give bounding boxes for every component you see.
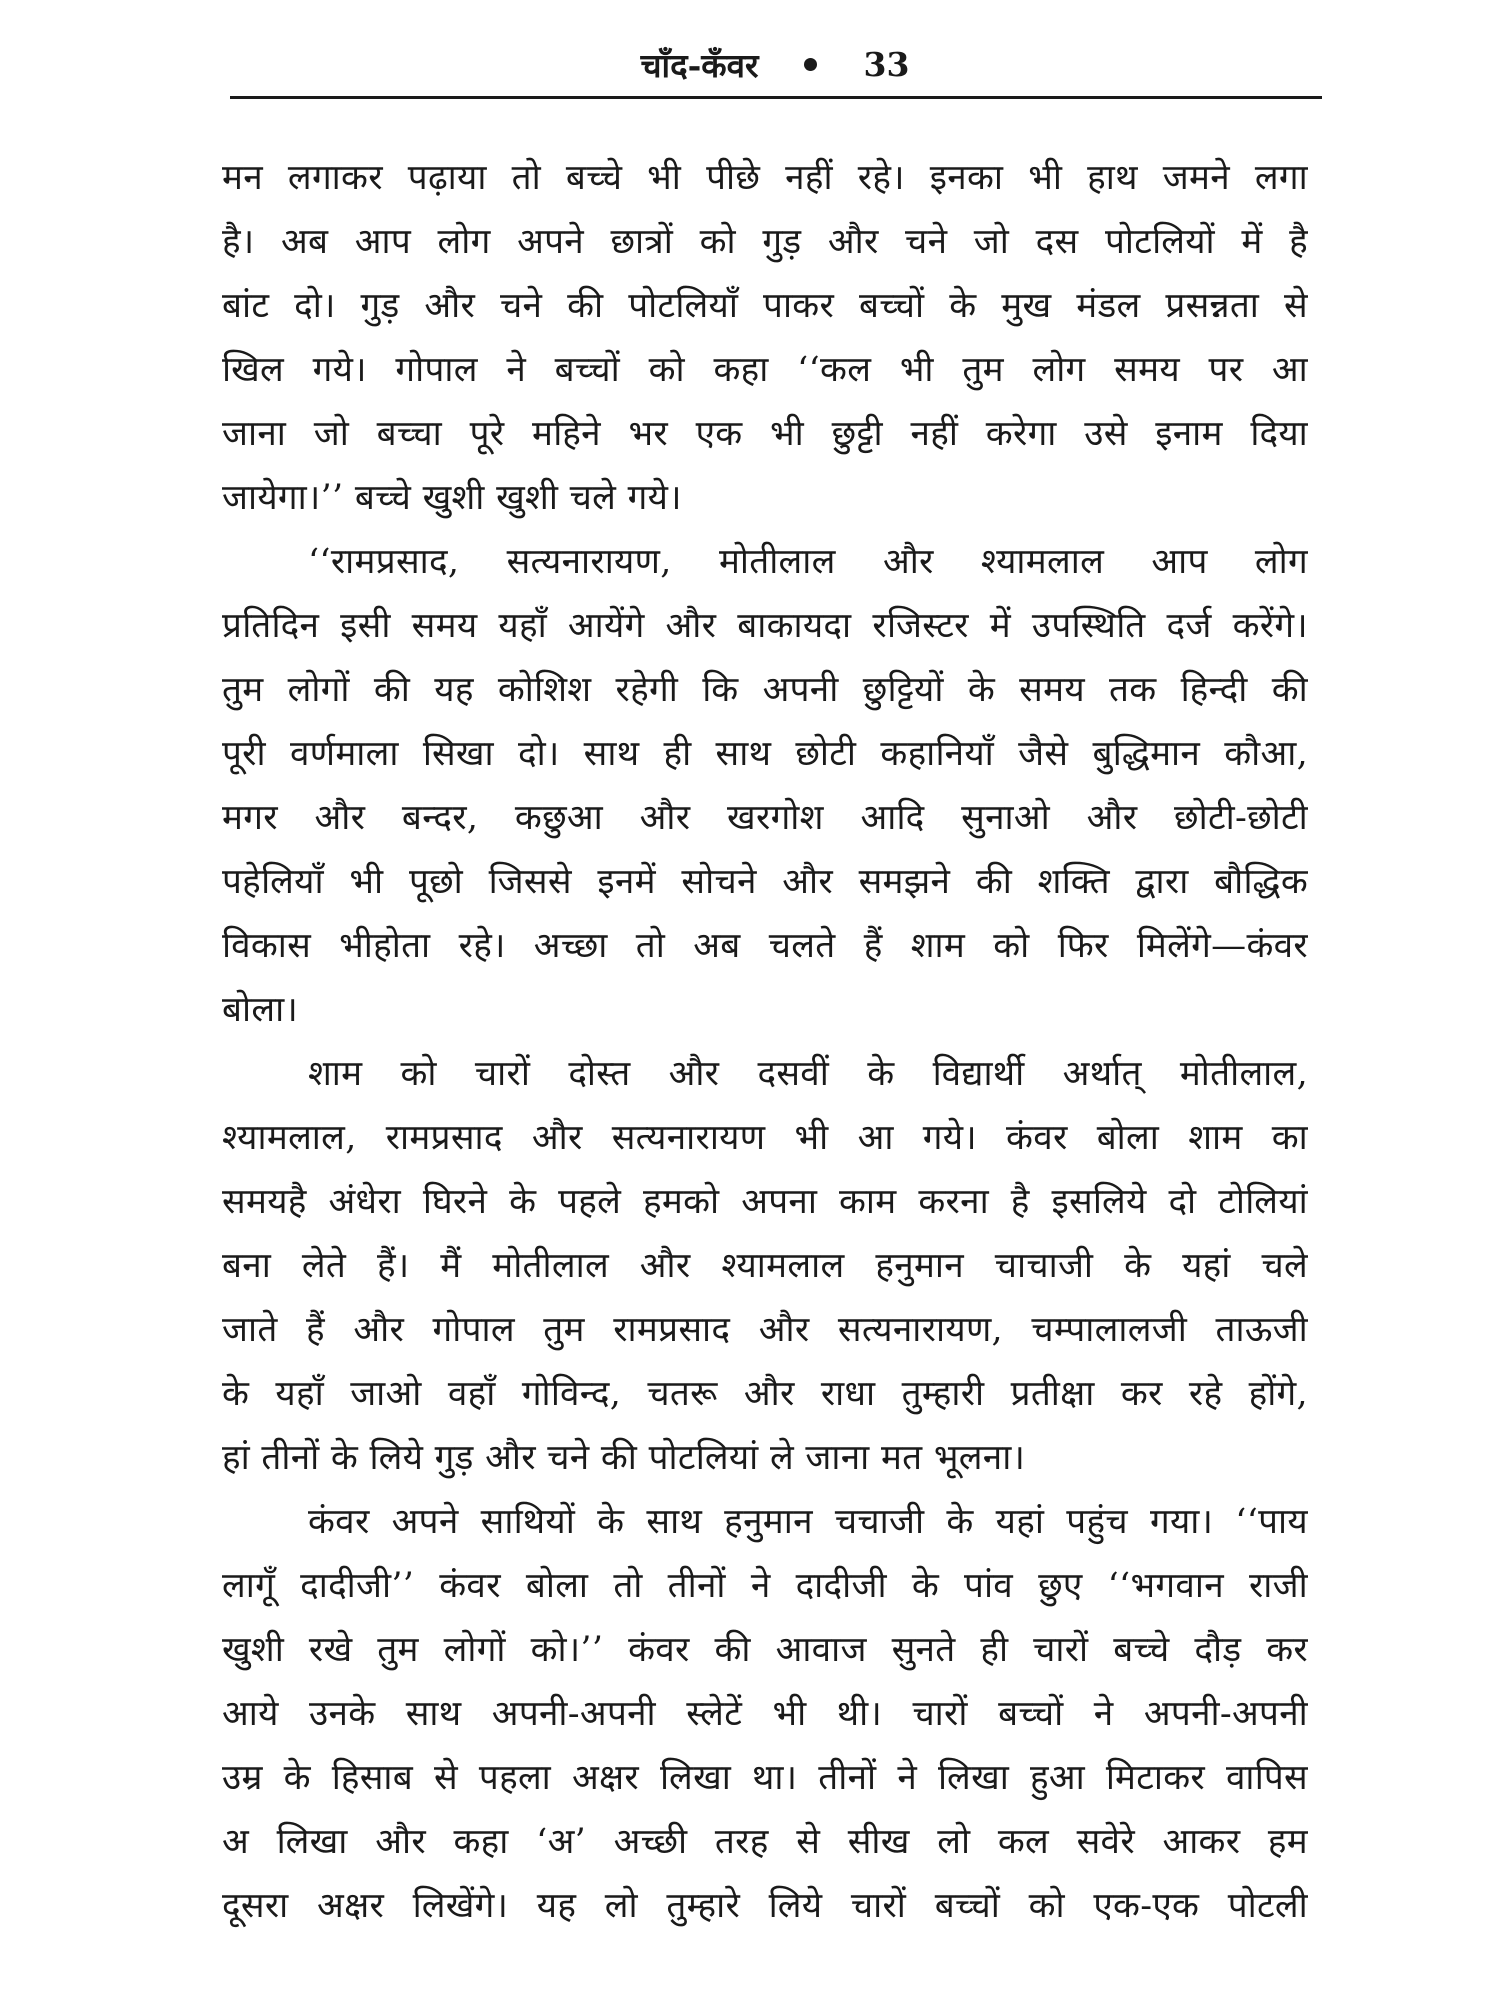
text-line: पूरी वर्णमाला सिखा दो। साथ ही साथ छोटी कहानियाँ जैसे बुद्धिमान कौआ,: [222, 734, 1308, 774]
text-line: पहेलियाँ भी पूछो जिससे इनमें सोचने और समझने की शक्ति द्वारा बौद्धिक: [222, 862, 1308, 902]
text-line: शाम को चारों दोस्त और दसवीं के विद्यार्थी अर्थात् मोतीलाल,: [308, 1054, 1308, 1094]
text-line: आये उनके साथ अपनी-अपनी स्लेटें भी थी। चारों बच्चों ने अपनी-अपनी: [222, 1694, 1308, 1734]
text-line: के यहाँ जाओ वहाँ गोविन्द, चतरू और राधा तुम्हारी प्रतीक्षा कर रहे होंगे,: [222, 1374, 1308, 1414]
text-line: ‘‘रामप्रसाद, सत्यनारायण, मोतीलाल और श्यामलाल आप लोग: [308, 542, 1308, 582]
text-line: जाना जो बच्चा पूरे महिने भर एक भी छुट्टी नहीं करेगा उसे इनाम दिया: [222, 414, 1308, 454]
text-line: कंवर अपने साथियों के साथ हनुमान चचाजी के यहां पहुंच गया। ‘‘पाय: [308, 1502, 1308, 1542]
text-line: खुशी रखे तुम लोगों को।’’ कंवर की आवाज सुनते ही चारों बच्चे दौड़ कर: [222, 1630, 1308, 1670]
text-line: प्रतिदिन इसी समय यहाँ आयेंगे और बाकायदा रजिस्टर में उपस्थिति दर्ज करेंगे।: [222, 606, 1308, 646]
text-line: बना लेते हैं। मैं मोतीलाल और श्यामलाल हनुमान चाचाजी के यहां चले: [222, 1246, 1308, 1286]
bullet-separator: [804, 58, 817, 71]
text-line: श्यामलाल, रामप्रसाद और सत्यनारायण भी आ गये। कंवर बोला शाम का: [222, 1118, 1308, 1158]
text-line: हां तीनों के लिये गुड़ और चने की पोटलियां ले जाना मत भूलना।: [222, 1438, 1026, 1478]
text-line: बोला।: [222, 990, 299, 1030]
text-line: दूसरा अक्षर लिखेंगे। यह लो तुम्हारे लिये चारों बच्चों को एक-एक पोटली: [222, 1886, 1308, 1926]
text-line: लागूँ दादीजी’’ कंवर बोला तो तीनों ने दादीजी के पांव छुए ‘‘भगवान राजी: [222, 1566, 1308, 1606]
text-line: जाते हैं और गोपाल तुम रामप्रसाद और सत्यनारायण, चम्पालालजी ताऊजी: [222, 1310, 1308, 1350]
text-line: विकास भीहोता रहे। अच्छा तो अब चलते हैं शाम को फिर मिलेंगे—कंवर: [222, 926, 1308, 966]
text-line: मगर और बन्दर, कछुआ और खरगोश आदि सुनाओ और छोटी-छोटी: [222, 798, 1308, 838]
book-title: चाँद-कँवर: [640, 45, 759, 85]
header-rule: [230, 96, 1322, 99]
page-number: 33: [863, 44, 910, 84]
text-line: बांट दो। गुड़ और चने की पोटलियाँ पाकर बच्चों के मुख मंडल प्रसन्नता से: [222, 286, 1308, 326]
running-header: [230, 38, 1320, 90]
text-line: अ लिखा और कहा ‘अ’ अच्छी तरह से सीख लो कल सवेरे आकर हम: [222, 1822, 1308, 1862]
text-line: खिल गये। गोपाल ने बच्चों को कहा ‘‘कल भी तुम लोग समय पर आ: [222, 350, 1308, 390]
text-line: उम्र के हिसाब से पहला अक्षर लिखा था। तीनों ने लिखा हुआ मिटाकर वापिस: [222, 1758, 1308, 1798]
text-line: मन लगाकर पढ़ाया तो बच्चे भी पीछे नहीं रहे। इनका भी हाथ जमने लगा: [222, 158, 1308, 198]
text-line: है। अब आप लोग अपने छात्रों को गुड़ और चने जो दस पोटलियों में है: [222, 222, 1308, 262]
text-line: जायेगा।’’ बच्चे खुशी खुशी चले गये।: [222, 478, 682, 518]
text-line: तुम लोगों की यह कोशिश रहेगी कि अपनी छुट्टियों के समय तक हिन्दी की: [222, 670, 1308, 710]
body-text: [222, 146, 1308, 1986]
text-line: समयहै अंधेरा घिरने के पहले हमको अपना काम करना है इसलिये दो टोलियां: [222, 1182, 1308, 1222]
